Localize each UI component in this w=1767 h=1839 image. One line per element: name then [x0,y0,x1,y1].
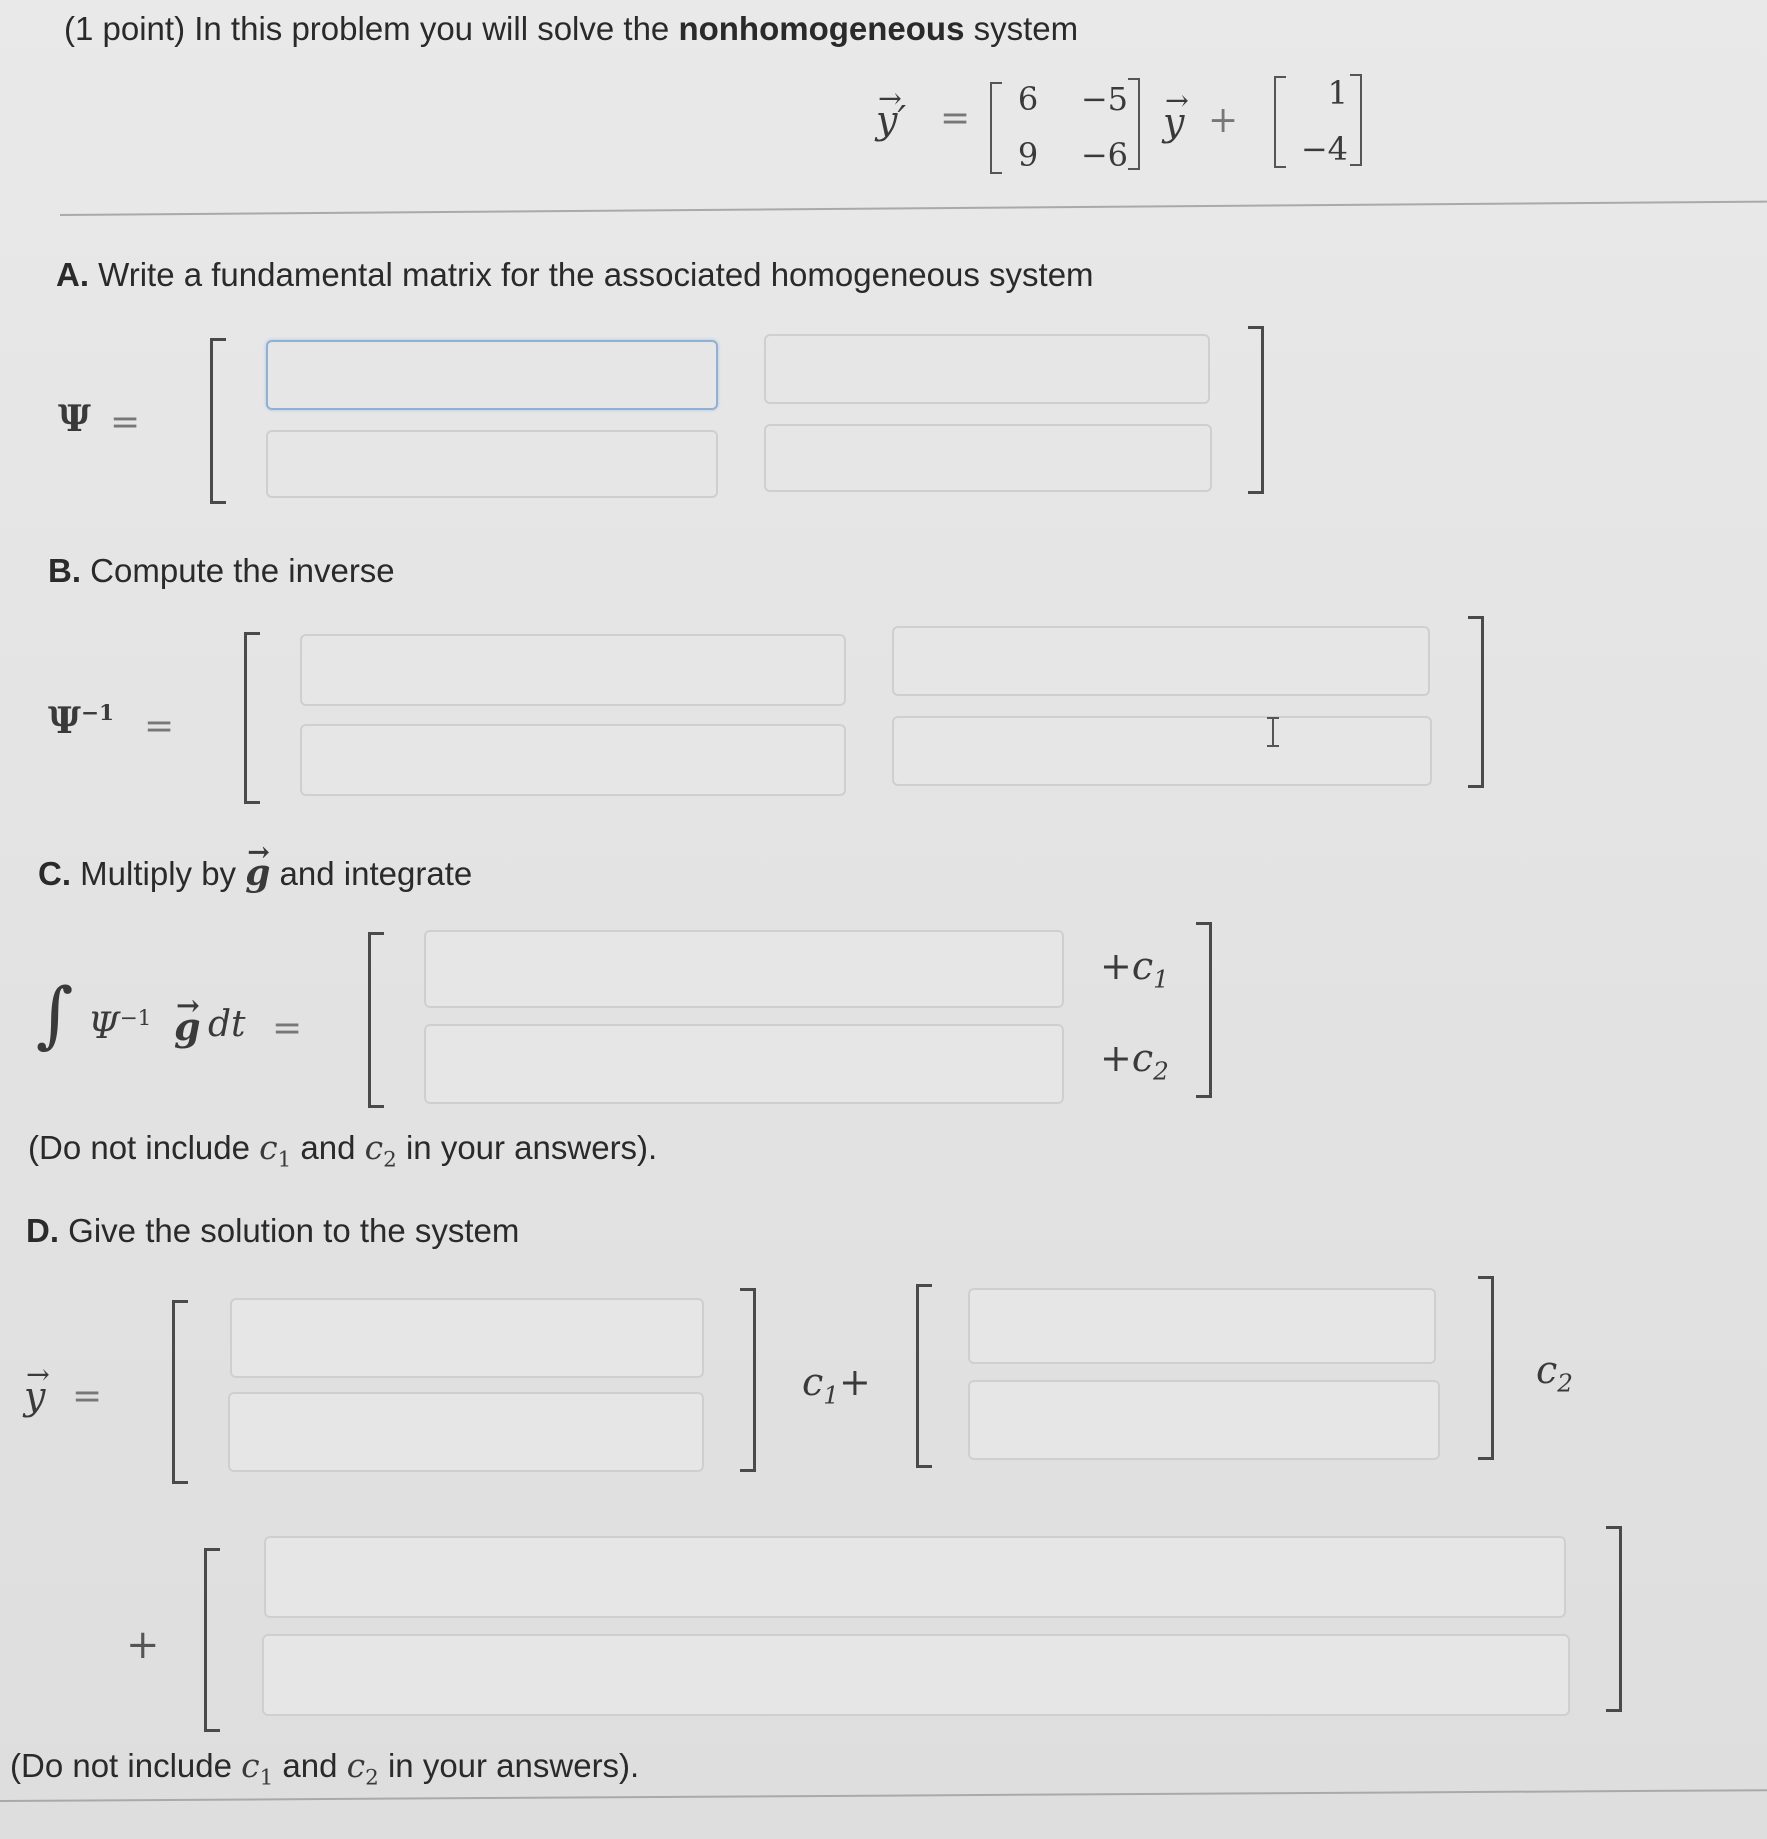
part-a-heading [56,256,1094,294]
part-b-equals: = [144,706,175,747]
y-vector-symbol: → y [876,98,897,142]
integral-symbol: ∫ [36,972,74,1056]
note-c-mid: and [291,1129,365,1166]
psi-inverse-a12-input[interactable] [892,626,1430,696]
psi-left-bracket [210,338,226,504]
vec1-row2-input[interactable] [228,1392,704,1472]
forcing-1: 1 [1327,74,1348,112]
note-d-c1: c [241,1746,260,1785]
part-c-heading [38,852,472,894]
g-vector-symbol: → g [245,852,270,894]
integral-right-bracket [1196,922,1212,1098]
part-a-text: Write a fundamental matrix for the associated homogeneous system [89,256,1094,293]
forcing-right-bracket [1350,74,1362,166]
psi-inverse-a11-input[interactable] [300,634,846,706]
y-vector-symbol-2: → y [1163,100,1184,144]
vec2-row1-input[interactable] [968,1288,1436,1364]
note-c-prefix: (Do not include [28,1129,260,1166]
vec2-right-bracket [1478,1276,1494,1460]
c2-multiplier: c [1536,1348,1558,1392]
equals-sign: = [940,98,971,139]
psi-inverse-a22-input[interactable] [892,716,1432,786]
problem-intro [64,10,1078,48]
coef-a22: −6 [1080,136,1128,174]
part-d-letter: D. [26,1212,59,1249]
part-b-text: Compute the inverse [81,552,395,589]
psi-right-bracket [1248,326,1264,494]
y-solution-symbol: → y [24,1374,45,1418]
plus-between-vectors: + [839,1360,871,1404]
c2-multiplier-sub: 2 [1557,1368,1574,1398]
psi-inverse-exp: −1 [80,701,114,726]
coef-matrix-right-bracket [1128,78,1140,170]
intro-suffix: system [964,10,1079,47]
psi-inverse-a21-input[interactable] [300,724,846,796]
part-c-note [28,1128,657,1173]
psi-symbol: Ψ [58,398,91,440]
integral-row1-input[interactable] [424,930,1064,1008]
psi-a22-input[interactable] [764,424,1212,492]
vec2-left-bracket [916,1284,932,1468]
integral-row2-input[interactable] [424,1024,1064,1104]
psi-inverse-right-bracket [1468,616,1484,788]
forcing-left-bracket [1274,76,1286,168]
plus-c1-sub: 1 [1153,964,1169,994]
part-d-equals: = [72,1376,103,1417]
c1-multiplier-sub: 1 [823,1380,840,1410]
vec1-left-bracket [172,1300,188,1484]
psi-a21-input[interactable] [266,430,718,498]
note-c-suffix: in your answers). [396,1129,658,1166]
part-c-letter: C. [38,855,71,892]
particular-right-bracket [1606,1526,1622,1712]
part-a-letter: A. [56,256,89,293]
plus-particular: + [126,1622,160,1668]
note-d-prefix: (Do not include [10,1747,242,1784]
vec1-row1-input[interactable] [230,1298,704,1378]
note-d-mid: and [273,1747,347,1784]
coef-a21: 9 [1017,136,1039,174]
note-c-c2: c [364,1128,384,1167]
g-vector-symbol-2: → g [174,1004,201,1049]
psi-inverse-symbol: Ψ [48,700,81,742]
particular-left-bracket [204,1548,220,1732]
forcing-2: −4 [1300,130,1348,168]
psi-c-exp: −1 [119,1006,152,1031]
psi-inverse-left-bracket [244,632,260,804]
dt-symbol: dt [208,1004,246,1045]
plus-c2-label: +c [1100,1036,1154,1080]
psi-c-symbol: Ψ [88,1006,120,1047]
text-cursor-icon [1264,716,1282,748]
part-a-equals: = [110,402,141,443]
particular-row2-input[interactable] [262,1634,1570,1716]
part-c-equals: = [272,1008,303,1049]
coef-matrix-left-bracket [990,82,1002,174]
plus-c1-label: +c [1100,944,1154,988]
note-d-c1-sub: 1 [259,1765,274,1791]
intro-prefix: (1 point) In this problem you will solve the [64,10,679,47]
coef-a12: −5 [1080,80,1128,118]
plus-sign: + [1208,100,1239,141]
part-b-heading [48,552,395,590]
vec2-row2-input[interactable] [968,1380,1440,1460]
part-b-letter: B. [48,552,81,589]
note-c-c2-sub: 2 [383,1147,397,1173]
plus-c2-sub: 2 [1153,1056,1169,1086]
prime-symbol: ′ [897,98,907,142]
part-d-heading [26,1212,519,1250]
vec1-right-bracket [740,1288,756,1472]
c1-multiplier: c [802,1360,824,1404]
psi-a11-input[interactable] [266,340,718,410]
integral-left-bracket [368,932,384,1108]
intro-bold: nonhomogeneous [678,10,965,47]
part-d-text: Give the solution to the system [59,1212,520,1249]
coef-a11: 6 [1017,80,1039,118]
note-d-suffix: in your answers). [378,1747,640,1784]
note-d-c2: c [346,1746,366,1785]
part-d-note [10,1746,639,1791]
note-d-c2-sub: 2 [365,1765,379,1791]
part-c-text-before: Multiply by [71,855,246,892]
footer-divider [0,1789,1767,1802]
header-divider [60,201,1767,216]
part-c-text-after: and integrate [270,855,473,892]
psi-a12-input[interactable] [764,334,1210,404]
note-c-c1-sub: 1 [277,1147,292,1173]
particular-row1-input[interactable] [264,1536,1566,1618]
note-c-c1: c [259,1128,278,1167]
